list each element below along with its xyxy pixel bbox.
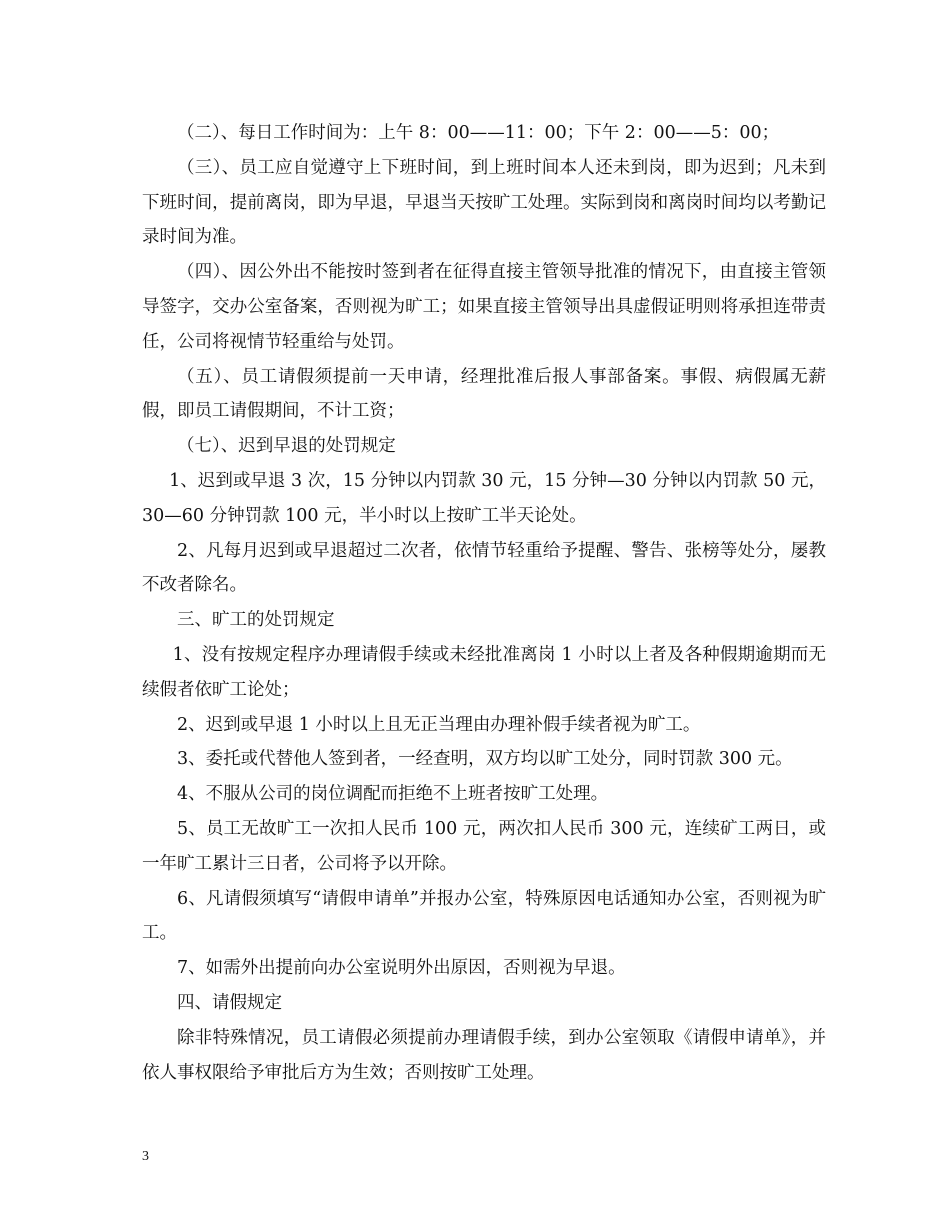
paragraph-late-penalty-1: 1、迟到或早退 3 次，15 分钟以内罚款 30 元，15 分钟—30 分钟以内罚款 50 元，30—60 分钟罚款 100 元，半小时以上按旷工半天论处。 — [142, 470, 826, 526]
paragraph-absenteeism-4: 4、不服从公司的岗位调配而拒绝不上班者按旷工处理。 — [177, 784, 609, 805]
paragraph-punctuality-rule: （三）、员工应自觉遵守上下班时间，到上班时间本人还未到岗，即为迟到；凡未到下班时间，提前离岗，即为早退，早退当天按旷工处理。实际到岗和离岗时间均以考勤记录时间为准。 — [142, 157, 826, 248]
paragraph-absenteeism-2: 2、迟到或早退 1 小时以上且无正当理由办理补假手续者视为旷工。 — [177, 714, 701, 735]
paragraph-absenteeism-3: 3、委托或代替他人签到者，一经查明，双方均以旷工处分，同时罚款 300 元。 — [177, 749, 793, 770]
heading-absenteeism-penalty: 三、旷工的处罚规定 — [177, 610, 335, 631]
paragraph-leave-rules-body: 除非特殊情况，员工请假必须提前办理请假手续，到办公室领取《请假申请单》，并依人事权限给予审批后方为生效；否则按旷工处理。 — [142, 1027, 826, 1083]
document-body — [142, 116, 826, 1090]
paragraph-late-penalty-2: 2、凡每月迟到或早退超过二次者，依情节轻重给予提醒、警告、张榜等处分，屡教不改者除名。 — [142, 540, 826, 596]
paragraph-absenteeism-1: 1、没有按规定程序办理请假手续或未经批准离岗 1 小时以上者及各种假期逾期而无续假者依旷工论处； — [142, 644, 826, 700]
paragraph-business-trip-rule: （四）、因公外出不能按时签到者在征得直接主管领导批准的情况下，由直接主管领导签字，交办公室备案，否则视为旷工；如果直接主管领导出具虚假证明则将承担连带责任，公司将视情节轻重给与处罚。 — [142, 262, 826, 352]
heading-late-early-penalty: （七）、迟到早退的处罚规定 — [177, 436, 396, 457]
paragraph-leave-application-rule: （五）、员工请假须提前一天申请，经理批准后报人事部备案。事假、病假属无薪假，即员工请假期间，不计工资； — [142, 366, 826, 422]
paragraph-absenteeism-5: 5、员工无故旷工一次扣人民币 100 元，两次扣人民币 300 元，连续矿工两日，或一年旷工累计三日者，公司将予以开除。 — [142, 818, 826, 874]
heading-leave-rules: 四、请假规定 — [177, 992, 282, 1013]
paragraph-work-hours: （二）、每日工作时间为：上午 8：00——11：00；下午 2：00——5：00； — [177, 123, 780, 143]
paragraph-absenteeism-7: 7、如需外出提前向办公室说明外出原因，否则视为早退。 — [177, 958, 626, 979]
paragraph-absenteeism-6: 6、凡请假须填写“请假申请单”并报办公室，特殊原因电话通知办公室，否则视为旷工。 — [142, 888, 826, 944]
page-number: 3 — [142, 1149, 149, 1164]
